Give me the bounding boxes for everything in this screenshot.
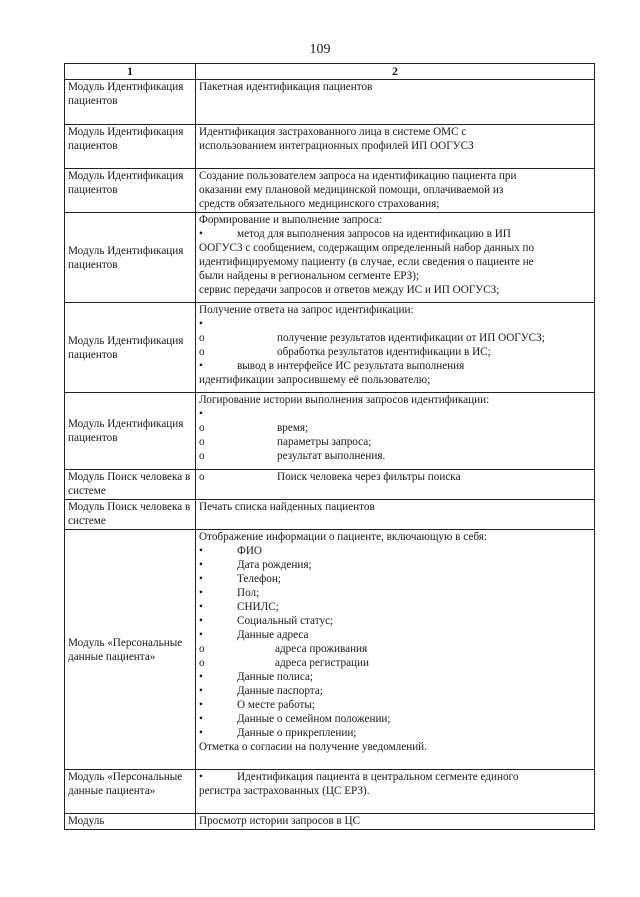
description-line: Получение ответа на запрос идентификации:: [199, 304, 414, 316]
description-line: Логирование истории выполнения запросов идентификации:: [199, 394, 490, 406]
description-line: были найдены в региональном сегменте ЕРЗ);: [199, 270, 420, 282]
bullet-marker: •: [199, 318, 203, 330]
description-line: Формирование и выполнение запроса:: [199, 214, 383, 226]
list-item-text: адреса проживания: [275, 643, 368, 655]
description-cell: [196, 770, 595, 814]
list-item-text: Данные паспорта;: [237, 685, 323, 697]
sub-bullet-marker: o: [199, 436, 205, 448]
description-line: Отображение информации о пациенте, включающую в себя:: [199, 531, 487, 543]
list-item: [199, 600, 591, 614]
list-item: [199, 656, 591, 670]
list-item: [199, 670, 591, 684]
table-row: [65, 500, 595, 530]
list-item-text: Данные о семейном положении;: [237, 713, 391, 725]
list-item: [199, 421, 591, 435]
description-cell: [196, 393, 595, 470]
description-line: Идентификация застрахованного лица в системе ОМС с: [199, 126, 467, 138]
bullet-marker: •: [199, 713, 203, 725]
description-line: средств обязательного медицинского страхования;: [199, 198, 440, 210]
bullet-marker: •: [199, 699, 203, 711]
table-row: [65, 470, 595, 500]
column-header-2: 2: [196, 64, 595, 80]
description-cell: [196, 530, 595, 770]
bullet-marker: •: [199, 545, 203, 557]
module-cell: Модуль Поиск человека в системе: [65, 500, 196, 530]
list-item-text: время;: [277, 422, 309, 434]
list-item-text: Данные о прикреплении;: [237, 727, 357, 739]
description-line: оказании ему плановой медицинской помощи, оплачиваемой из: [199, 184, 504, 196]
list-item: [199, 628, 591, 642]
module-cell: Модуль «Персональные данные пациента»: [65, 770, 196, 814]
module-cell: Модуль «Персональные данные пациента»: [65, 530, 196, 770]
column-header-1: 1: [65, 64, 196, 80]
list-item: [199, 345, 591, 359]
module-cell: Модуль Идентификация пациентов: [65, 393, 196, 470]
list-item-text: метод для выполнения запросов на идентификацию в ИП: [237, 228, 511, 240]
list-item: [199, 572, 591, 586]
table-row: [65, 393, 595, 470]
table-row: [65, 213, 595, 303]
table-header-row: [65, 64, 595, 80]
requirements-table: [64, 63, 595, 830]
list-item: [199, 642, 591, 656]
sub-bullet-marker: o: [199, 346, 205, 358]
description-line: регистра застрахованных (ЦС ЕРЗ).: [199, 785, 370, 797]
module-cell: Модуль Идентификация пациентов: [65, 80, 196, 125]
description-cell: [196, 169, 595, 213]
module-cell: Модуль Идентификация пациентов: [65, 125, 196, 169]
sub-bullet-marker: o: [199, 471, 205, 483]
description-line: использованием интеграционных профилей ИП ООГУСЗ: [199, 140, 474, 152]
description-line: Отметка о согласии на получение уведомлений.: [199, 741, 427, 753]
list-item: [199, 558, 591, 572]
list-item: [199, 359, 591, 373]
list-item-text: результат выполнения.: [277, 450, 386, 462]
sub-bullet-marker: o: [199, 657, 205, 669]
list-item-text: вывод в интерфейсе ИС результата выполнения: [237, 360, 465, 372]
list-item: [199, 449, 591, 463]
bullet-marker: •: [199, 408, 203, 420]
table-row: [65, 530, 595, 770]
module-cell: Модуль: [65, 814, 196, 830]
module-cell: Модуль Идентификация пациентов: [65, 213, 196, 303]
list-item-text: обработка результатов идентификации в ИС;: [277, 346, 491, 358]
list-item-text: ФИО: [237, 545, 262, 557]
description-line: Создание пользователем запроса на идентификацию пациента при: [199, 170, 517, 182]
bullet-marker: •: [199, 587, 203, 599]
table-row: [65, 169, 595, 213]
description-cell: [196, 125, 595, 169]
list-item: [199, 317, 591, 331]
description-cell: [196, 213, 595, 303]
bullet-marker: •: [199, 671, 203, 683]
description-line: идентифицируемому пациенту (в случае, если сведения о пациенте не: [199, 256, 534, 268]
sub-bullet-marker: o: [199, 422, 205, 434]
list-item-text: получение результатов идентификации от ИП ООГУСЗ;: [277, 332, 545, 344]
description-cell: [196, 470, 595, 500]
list-item: [199, 698, 591, 712]
bullet-marker: •: [199, 601, 203, 613]
page-number: 109: [309, 42, 331, 57]
description-line: Просмотр истории запросов в ЦС: [199, 815, 361, 827]
list-item: [199, 331, 591, 345]
list-item-text: Дата рождения;: [237, 559, 312, 571]
list-item: [199, 614, 591, 628]
description-line: Печать списка найденных пациентов: [199, 501, 375, 513]
description-line: ООГУСЗ с сообщением, содержащим определенный набор данных по: [199, 242, 535, 254]
table-row: [65, 125, 595, 169]
module-cell: Модуль Идентификация пациентов: [65, 303, 196, 393]
list-item-text: Данные адреса: [237, 629, 309, 641]
table-row: [65, 80, 595, 125]
table-row: [65, 770, 595, 814]
list-item-text: СНИЛС;: [237, 601, 279, 613]
bullet-marker: •: [199, 573, 203, 585]
bullet-marker: •: [199, 615, 203, 627]
description-line: сервис передачи запросов и ответов между ИС и ИП ООГУСЗ;: [199, 284, 500, 296]
list-item-text: Поиск человека через фильтры поиска: [277, 471, 461, 483]
sub-bullet-marker: o: [199, 643, 205, 655]
list-item-text: Пол;: [237, 587, 260, 599]
list-item: [199, 712, 591, 726]
list-item: [199, 407, 591, 421]
list-item-text: адреса регистрации: [275, 657, 370, 669]
description-cell: [196, 80, 595, 125]
bullet-marker: •: [199, 685, 203, 697]
list-item: [199, 435, 591, 449]
table-row: [65, 814, 595, 830]
list-item-text: О месте работы;: [237, 699, 316, 711]
list-item-text: Данные полиса;: [237, 671, 314, 683]
sub-bullet-marker: o: [199, 332, 205, 344]
description-cell: [196, 814, 595, 830]
sub-bullet-marker: o: [199, 450, 205, 462]
bullet-marker: •: [199, 559, 203, 571]
list-item: [199, 470, 591, 484]
list-item-text: Идентификация пациента в центральном сегменте единого: [237, 771, 519, 783]
list-item-text: Социальный статус;: [237, 615, 334, 627]
list-item: [199, 726, 591, 740]
description-line: Пакетная идентификация пациентов: [199, 81, 373, 93]
bullet-marker: •: [199, 727, 203, 739]
list-item-text: параметры запроса;: [277, 436, 372, 448]
description-line: идентификации запросившему её пользователю;: [199, 374, 431, 386]
list-item-text: Телефон;: [237, 573, 281, 585]
description-cell: [196, 500, 595, 530]
list-item: [199, 227, 591, 241]
table-row: [65, 303, 595, 393]
bullet-marker: •: [199, 360, 203, 372]
description-cell: [196, 303, 595, 393]
list-item: [199, 544, 591, 558]
module-cell: Модуль Поиск человека в системе: [65, 470, 196, 500]
bullet-marker: •: [199, 228, 203, 240]
list-item: [199, 586, 591, 600]
list-item: [199, 684, 591, 698]
list-item: [199, 770, 591, 784]
module-cell: Модуль Идентификация пациентов: [65, 169, 196, 213]
bullet-marker: •: [199, 629, 203, 641]
bullet-marker: •: [199, 771, 203, 783]
